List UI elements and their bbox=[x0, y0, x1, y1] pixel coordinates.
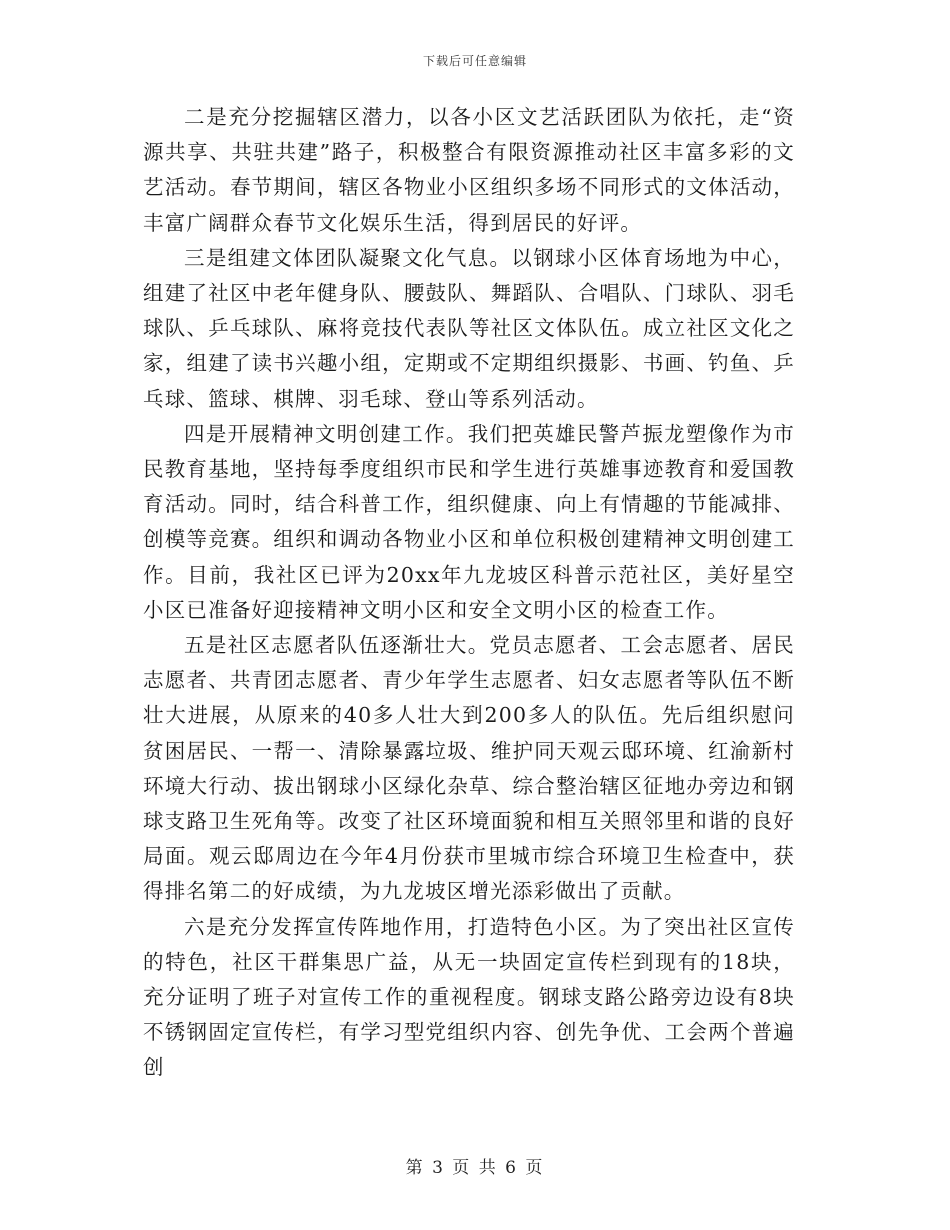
header-note: 下载后可任意编辑 bbox=[422, 54, 527, 68]
paragraph-4: 四是开展精神文明创建工作。我们把英雄民警芦振龙塑像作为市民教育基地，坚持每季度组织市民和学生进行英雄事迹教育和爱国教育活动。同时，结合科普工作，组织健康、向上有情趣的节能减排、创模等竞赛。组织和调动各物业小区和单位积极创建精神文明创建工作。目前，我社区已评为20xx年九龙坡区科普示范社区，美好星空小区已准备好迎接精神文明小区和安全文明小区的检查工作。 bbox=[143, 421, 795, 622]
paragraph-6: 六是充分发挥宣传阵地作用，打造特色小区。为了突出社区宣传的特色，社区干群集思广益，从无一块固定宣传栏到现有的18块，充分证明了班子对宣传工作的重视程度。钢球支路公路旁边设有8块不锈钢固定宣传栏，有学习型党组织内容、创先争优、工会两个普遍创 bbox=[143, 914, 795, 1080]
paragraph-3: 三是组建文体团队凝聚文化气息。以钢球小区体育场地为中心，组建了社区中老年健身队、腰鼓队、舞蹈队、合唱队、门球队、羽毛球队、乒乓球队、麻将竞技代表队等社区文体队伍。成立社区文化之家，组建了读书兴趣小组，定期或不定期组织摄影、书画、钓鱼、乒乓球、篮球、棋牌、羽毛球、登山等系列活动。 bbox=[143, 245, 795, 411]
paragraph-5: 五是社区志愿者队伍逐渐壮大。党员志愿者、工会志愿者、居民志愿者、共青团志愿者、青少年学生志愿者、妇女志愿者等队伍不断壮大进展，从原来的40多人壮大到200多人的队伍。先后组织慰问贫困居民、一帮一、清除暴露垃圾、维护同天观云邸环境、红渝新村环境大行动、拔出钢球小区绿化杂草、综合整治辖区征地办旁边和钢球支路卫生死角等。改变了社区环境面貌和相互关照邻里和谐的良好局面。观云邸周边在今年4月份获市里城市综合环境卫生检查中，获得排名第二的好成绩，为九龙坡区增光添彩做出了贡献。 bbox=[143, 633, 795, 904]
page-number: 第 3 页 共 6 页 bbox=[405, 1158, 545, 1178]
document-body bbox=[143, 100, 795, 1086]
paragraph-2: 二是充分挖掘辖区潜力，以各小区文艺活跃团队为依托，走“资源共享、共驻共建”路子，积极整合有限资源推动社区丰富多彩的文艺活动。春节期间，辖区各物业小区组织多场不同形式的文体活动，丰富广阔群众春节文化娱乐生活，得到居民的好评。 bbox=[143, 105, 795, 235]
